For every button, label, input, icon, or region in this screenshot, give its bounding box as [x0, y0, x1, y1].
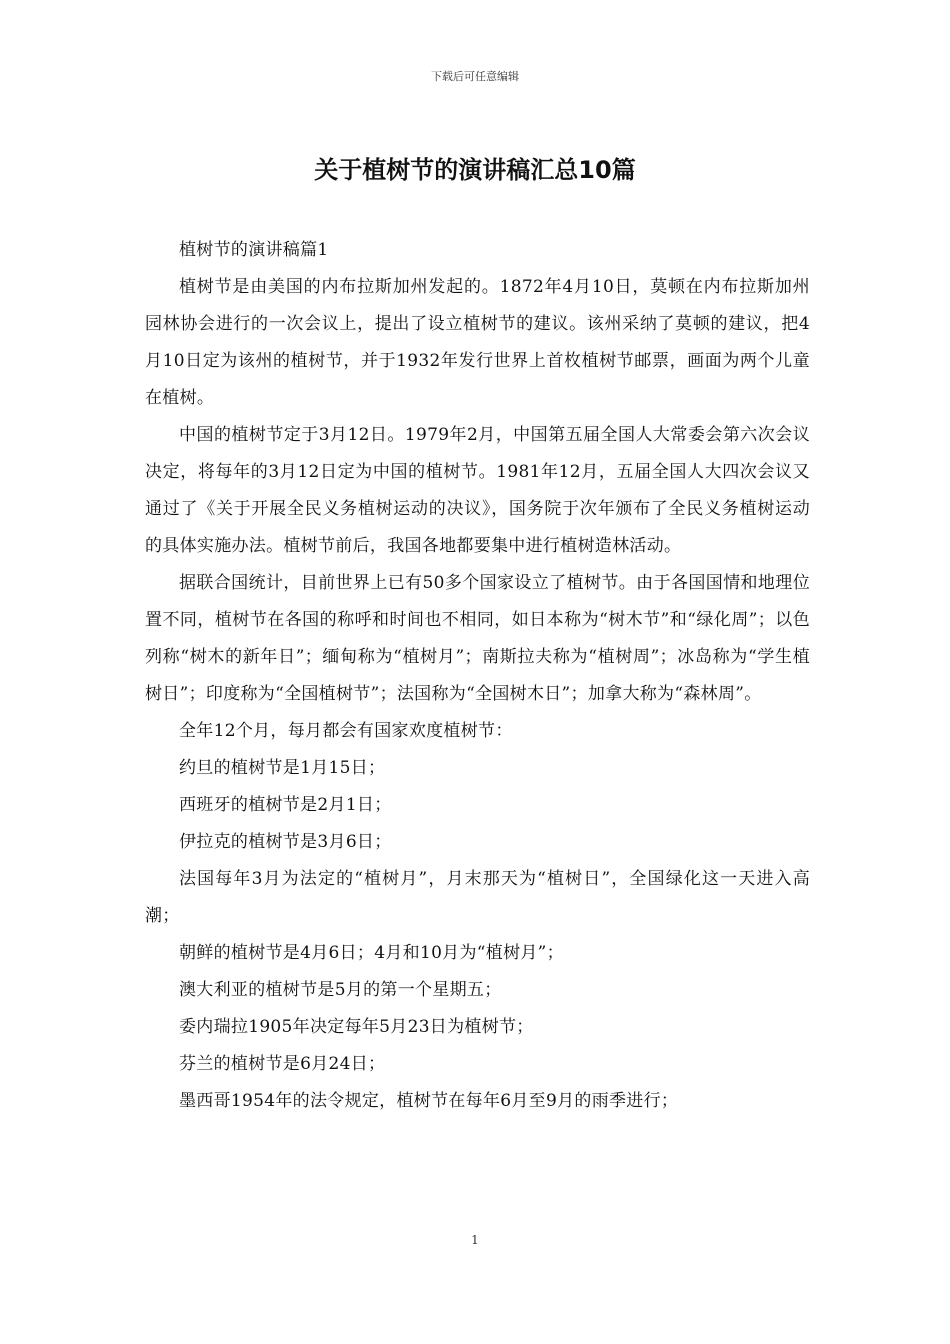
paragraph: 据联合国统计，目前世界上已有50多个国家设立了植树节。由于各国国情和地理位置不同，植树节在各国的称呼和时间也不相同，如日本称为“树木节”和“绿化周”；以色列称“树木的新年日”；缅甸称为“植树月”；南斯拉夫称为“植树周”；冰岛称为“学生植树日”；印度称为“全国植树节”；法国称为“全国树木日”；加拿大称为“森林周”。	[145, 573, 810, 704]
list-item: 法国每年3月为法定的“植树月”，月末那天为“植树日”，全国绿化这一天进入高潮；	[145, 869, 810, 926]
document-title: 关于植树节的演讲稿汇总10篇	[314, 156, 636, 184]
list-item: 澳大利亚的植树节是5月的第一个星期五；	[179, 980, 502, 1000]
list-item: 伊拉克的植树节是3月6日；	[179, 832, 392, 852]
document-body	[145, 232, 810, 1120]
list-item: 约旦的植树节是1月15日；	[179, 758, 386, 778]
paragraph: 全年12个月，每月都会有国家欢度植树节：	[179, 721, 513, 741]
paragraph: 植树节是由美国的内布拉斯加州发起的。1872年4月10日，莫顿在内布拉斯加州园林协会进行的一次会议上，提出了设立植树节的建议。该州采纳了莫顿的建议，把4月10日定为该州的植树节，并于1932年发行世界上首枚植树节邮票，画面为两个儿童在植树。	[145, 277, 810, 408]
page-number: 1	[471, 1233, 479, 1247]
list-item: 芬兰的植树节是6月24日；	[179, 1054, 386, 1074]
list-item: 朝鲜的植树节是4月6日；4月和10月为“植树月”；	[179, 943, 564, 963]
paragraph: 中国的植树节定于3月12日。1979年2月，中国第五届全国人大常委会第六次会议决定，将每年的3月12日定为中国的植树节。1981年12月，五届全国人大四次会议又通过了《关于开展全民义务植树运动的决议》，国务院于次年颁布了全民义务植树运动的具体实施办法。植树节前后，我国各地都要集中进行植树造林活动。	[145, 425, 810, 556]
page-header: 下载后可任意编辑	[431, 70, 519, 83]
section-heading: 植树节的演讲稿篇1	[179, 240, 329, 260]
list-item: 委内瑞拉1905年决定每年5月23日为植树节；	[179, 1017, 534, 1037]
list-item: 墨西哥1954年的法令规定，植树节在每年6月至9月的雨季进行；	[179, 1091, 679, 1111]
list-item: 西班牙的植树节是2月1日；	[179, 795, 392, 815]
